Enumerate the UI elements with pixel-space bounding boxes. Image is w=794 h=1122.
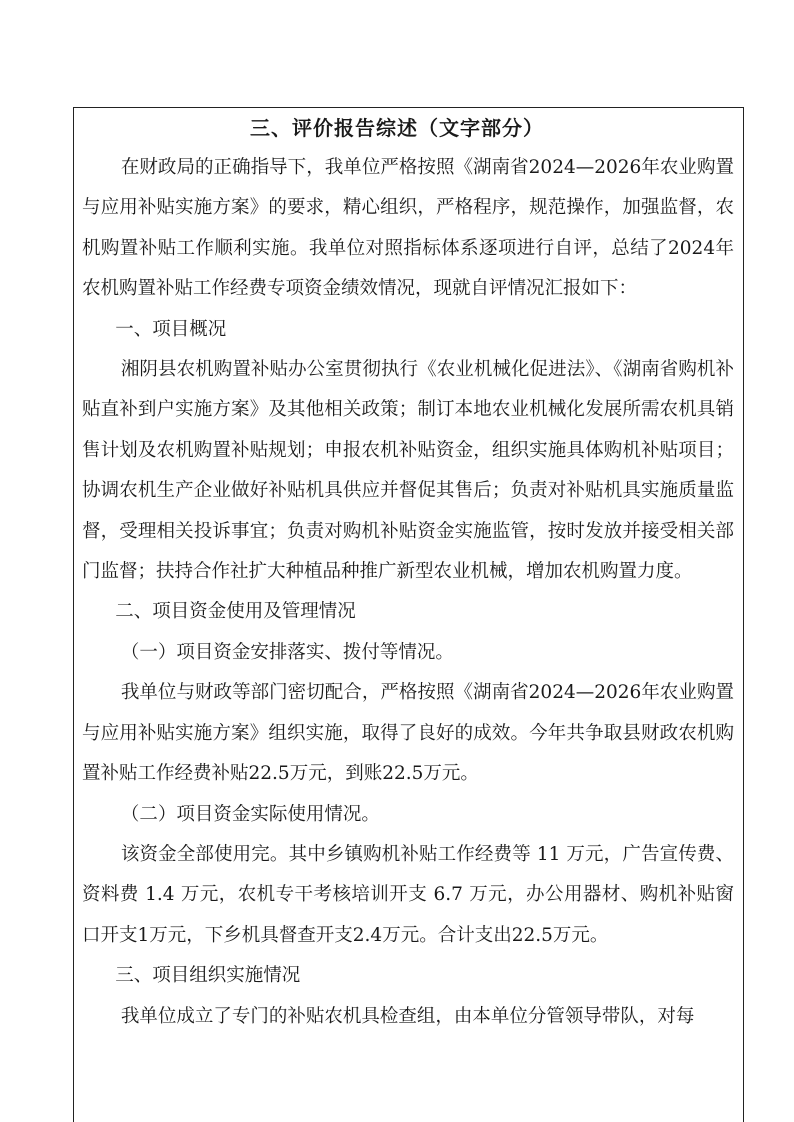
subheading-fund-allocation: （一）项目资金安排落实、拨付等情况。: [120, 641, 454, 663]
subheading-actual-usage: （二）项目资金实际使用情况。: [120, 803, 380, 825]
project-overview-paragraph: 湘阴县农机购置补贴办公室贯彻执行《农业机械化促进法》、《湖南省购机补贴直补到户实施方案》及其他相关政策；制订本地农业机械化发展所需农机具销售计划及农机购置补贴规划；申报农机补贴资金，组织实施具体购机补贴项目；协调农机生产企业做好补贴机具供应并督促其售后；负责对补贴机具实施质量监督，受理相关投诉事宜；负责对购机补贴资金实施监管，按时发放并接受相关部门监督；扶持合作社扩大种植品种推广新型农业机械，增加农机购置力度。: [82, 359, 734, 583]
heading-project-overview: 一、项目概况: [115, 318, 227, 340]
intro-paragraph: 在财政局的正确指导下，我单位严格按照《湖南省2024—2026年农业购置与应用补贴实施方案》的要求，精心组织，严格程序，规范操作，加强监督，农机购置补贴工作顺利实施。我单位对照指标体系逐项进行自评，总结了2024年农机购置补贴工作经费专项资金绩效情况，现就自评情况汇报如下：: [82, 157, 734, 300]
heading-implementation: 三、项目组织实施情况: [115, 965, 301, 987]
actual-usage-paragraph: 该资金全部使用完。其中乡镇购机补贴工作经费等 11 万元，广告宣传费、资料费 1.4 万元，农机专干考核培训开支 6.7 万元，办公用器材、购机补贴窗口开支1万元，下乡机具督查开支2.4万元。合计支出22.5万元。: [82, 843, 734, 946]
fund-allocation-paragraph: 我单位与财政等部门密切配合，严格按照《湖南省2024—2026年农业购置与应用补贴实施方案》组织实施，取得了良好的成效。今年共争取县财政农机购置补贴工作经费补贴22.5万元，到账22.5万元。: [82, 682, 734, 785]
document-body: [82, 148, 734, 1037]
section-title: 三、评价报告综述（文字部分）: [250, 116, 544, 140]
heading-fund-usage: 二、项目资金使用及管理情况: [115, 601, 356, 623]
implementation-paragraph: 我单位成立了专门的补贴农机具检查组，由本单位分管领导带队，对每: [120, 1005, 695, 1027]
